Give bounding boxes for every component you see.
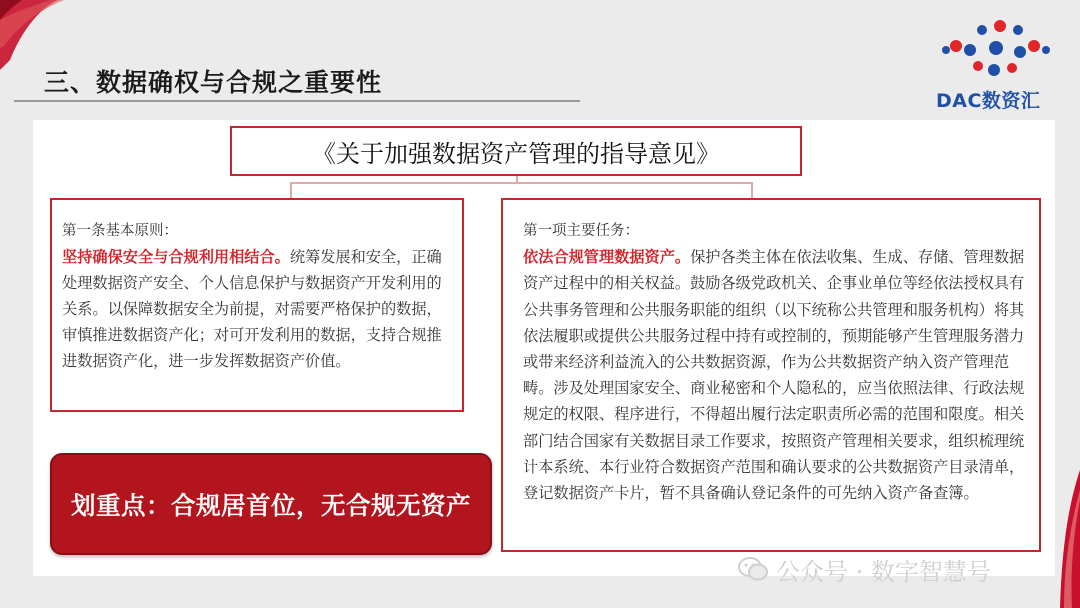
basic-principle-emphasis: 坚持确保安全与合规利用相结合。 (62, 248, 290, 266)
main-task-box (501, 198, 1041, 552)
main-task-body: 保护各类主体在依法收集、生成、存储、管理数据资产过程中的相关权益。鼓励各级党政机关、企事业单位等经依法授权具有公共事务管理和公共服务职能的组织（以下统称公共管理和服务机构）将其依法履职或提供公共服务过程中持有或控制的，预期能够产生管理服务潜力或带来经济利益流入的公共数据资源，作为公共数据资产纳入资产管理范畴。涉及处理国家安全、商业秘密和个人隐私的，应当依照法律、行政法规规定的权限、程序进行，不得超出履行法定职责所必需的范围和限度。相关部门结合国家有关数据目录工作要求，按照资产管理相关要求，组织梳理统计本系统、本行业符合数据资产范围和确认要求的公共数据资产目录清单，登记数据资产卡片，暂不具备确认登记条件的可先纳入资产备查簿。 (523, 248, 1025, 503)
connector-right (751, 182, 753, 199)
document-title: 《关于加强数据资产管理的指导意见》 (230, 126, 802, 176)
main-task-emphasis: 依法合规管理数据资产。 (523, 248, 691, 267)
wechat-watermark (738, 552, 991, 586)
wechat-icon (738, 556, 768, 582)
connector-horizontal (290, 182, 752, 184)
connector-center (516, 176, 518, 183)
main-task-heading: 第一项主要任务： (523, 223, 639, 239)
basic-principle-body: 统筹发展和安全，正确处理数据资产安全、个人信息保护与数据资产开发利用的关系。以保障数据安全为前提，对需要严格保护的数据，审慎推进数据资产化；对可开发利用的数据，支持合规推进数据资产化，进一步发挥数据资产价值。 (62, 248, 442, 370)
basic-principle-box (50, 198, 464, 412)
logo-wordmark: DAC数资汇 (936, 90, 1041, 112)
basic-principle-heading: 第一条基本原则： (62, 223, 178, 239)
key-point-banner: 划重点：合规居首位，无合规无资产 (50, 453, 492, 555)
watermark-text: 公众号 · 数字智慧号 (776, 557, 991, 586)
slide-title: 三、数据确权与合规之重要性 (44, 68, 383, 97)
connector-left (290, 182, 292, 199)
title-underline (14, 100, 580, 102)
